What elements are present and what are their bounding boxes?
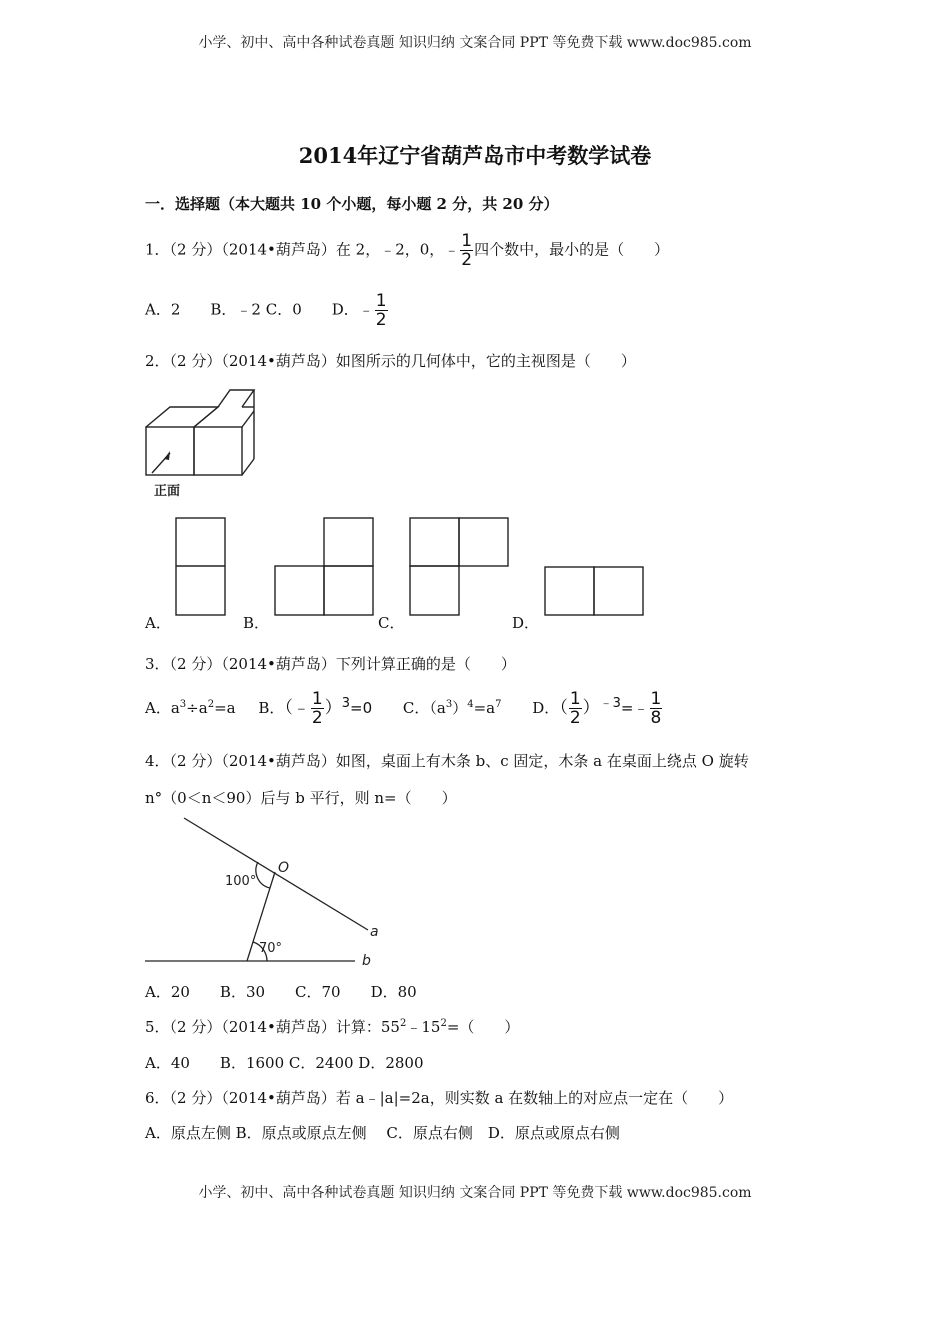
q3-option-c: C．$(a^3)^4=a^7$: [402, 698, 502, 717]
angle-70-label: 70°: [259, 941, 283, 956]
q1-fraction: $\frac{1}{2}$: [461, 231, 473, 270]
q4-angle-figure: [140, 812, 390, 972]
question-6: 6．（2 分）（2014•葫芦岛）若 a﹣|a|=2a，则实数 a 在数轴上的对应点一定在（ ）: [145, 1089, 734, 1107]
q3-option-a: A．$a^3\div a^2=a$: [145, 698, 236, 717]
point-o-label: O: [278, 860, 290, 876]
q2-option-c-figure: [409, 517, 511, 617]
line-b-label: b: [362, 953, 371, 969]
front-label: 正面: [154, 484, 181, 499]
question-3: 3．（2 分）（2014•葫芦岛）下列计算正确的是（ ）: [145, 655, 516, 673]
q1-stem: 1．（2 分）（2014•葫芦岛）在 2，﹣2，0，﹣: [145, 240, 460, 259]
angle-100-label: 100°: [225, 874, 257, 889]
q3-option-d: D．（ $\frac{1}{2}$ ）$^{﹣3}$=﹣ $\frac{1}{8}$: [532, 689, 662, 728]
section-heading: 一．选择题（本大题共 10 个小题，每小题 2 分，共 20 分）: [145, 195, 559, 213]
q2-option-b-figure: [274, 517, 376, 617]
q1-option-d-fraction: $\frac{1}{2}$: [375, 291, 387, 330]
question-1: [145, 232, 669, 269]
q2-label-d: D．: [512, 614, 540, 632]
q4-options: A．20 B．30 C．70 D．80: [145, 983, 417, 1001]
q2-option-d-figure: [544, 566, 646, 618]
question-5: 5．（2 分）（2014•葫芦岛）计算：$55^2﹣15^2=$（ ）: [145, 1018, 520, 1036]
q5-options: A．40 B．1600 C．2400 D．2800: [145, 1054, 424, 1072]
line-a-label: a: [370, 924, 379, 940]
q1-options: A．2 B．﹣2 C．0 D．﹣ $\frac{1}{2}$: [145, 291, 387, 330]
page-title: 2014年辽宁省葫芦岛市中考数学试卷: [298, 143, 652, 168]
line-a: [184, 818, 368, 930]
q6-options: A．原点左侧 B．原点或原点左侧 C．原点右侧 D．原点或原点右侧: [145, 1124, 620, 1142]
question-2: 2．（2 分）（2014•葫芦岛）如图所示的几何体中，它的主视图是（ ）: [145, 352, 636, 370]
q2-label-c: C．: [378, 614, 405, 632]
q3-options: [145, 690, 663, 727]
question-4-line2: n°（0＜n＜90）后与 b 平行，则 n=（ ）: [145, 789, 457, 807]
q2-solid-figure: [140, 385, 260, 500]
q3-option-b: B．（﹣ $\frac{1}{2}$ ）$^3$=0: [258, 689, 373, 728]
q1-stem-end: 四个数中，最小的是（ ）: [474, 240, 670, 259]
q2-label-a: A．: [145, 614, 171, 632]
page-header: 小学、初中、高中各种试卷真题 知识归纳 文案合同 PPT 等免费下载 www.doc985.com: [198, 35, 752, 51]
q2-label-b: B．: [243, 614, 270, 632]
q2-option-a-figure: [175, 517, 227, 617]
page-footer: 小学、初中、高中各种试卷真题 知识归纳 文案合同 PPT 等免费下载 www.doc985.com: [198, 1185, 752, 1201]
question-4: 4．（2 分）（2014•葫芦岛）如图，桌面上有木条 b、c 固定，木条 a 在桌面上绕点 O 旋转: [145, 752, 749, 770]
